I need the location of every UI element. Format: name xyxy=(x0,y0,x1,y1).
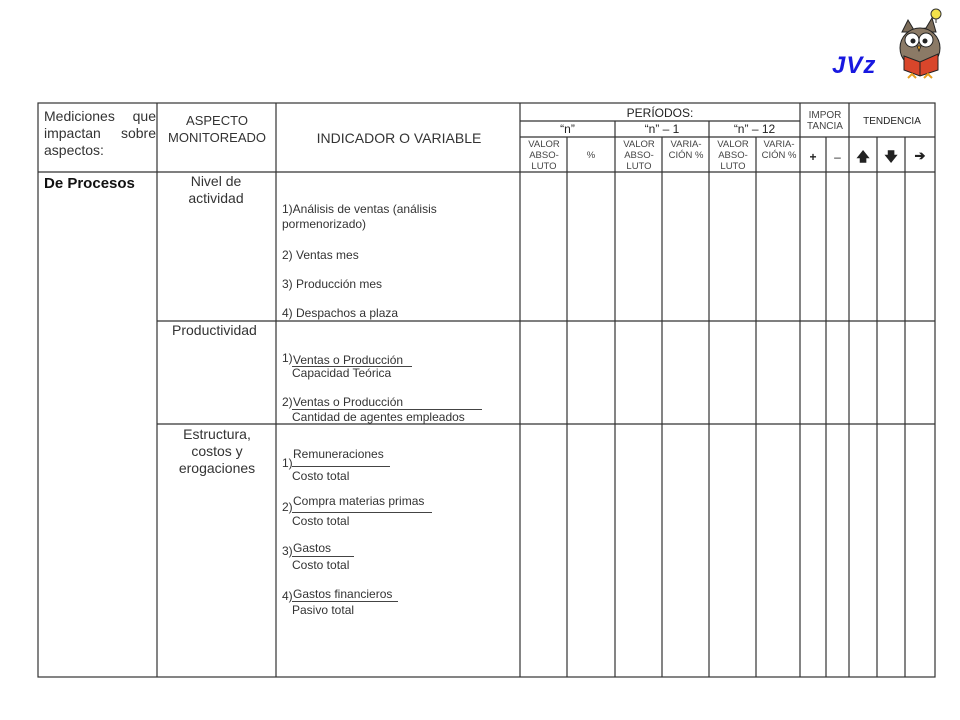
header-col2: ASPECTO MONITOREADO xyxy=(168,113,266,145)
ratio-number: 2) xyxy=(282,395,293,409)
variacion-n12: VARIA- CIÓN % xyxy=(761,139,797,161)
ratio-numerator: Compra materias primas xyxy=(293,494,425,508)
ratio-numerator: Ventas o Producción xyxy=(293,353,404,367)
ratio-number: 2) xyxy=(282,500,293,514)
valor-absoluto-n: VALOR ABSO- LUTO xyxy=(528,139,560,172)
indicator-produccion-mes: 3) Producción mes xyxy=(282,277,383,291)
valor-absoluto-n12: VALOR ABSO- LUTO xyxy=(717,139,749,172)
ratio-denominator: Costo total xyxy=(292,514,350,528)
ratio-denominator: Cantidad de agentes empleados xyxy=(292,410,465,424)
indicator-ventas-mes: 2) Ventas mes xyxy=(282,248,359,262)
ratio-numerator: Ventas o Producción xyxy=(293,395,404,409)
ratio-number: 4) xyxy=(282,589,293,603)
variacion-n1: VARIA- CIÓN % xyxy=(668,139,704,161)
aspect-nivel-actividad: Nivel de actividad xyxy=(188,173,244,206)
ratio-denominator: Costo total xyxy=(292,469,350,483)
valor-absoluto-n1: VALOR ABSO- LUTO xyxy=(623,139,655,172)
aspect-productividad: Productividad xyxy=(172,322,257,338)
importancia-header: IMPOR TANCIA xyxy=(807,110,843,132)
ratio-numerator: Gastos xyxy=(293,541,332,555)
tendencia-header: TENDENCIA xyxy=(863,116,921,127)
ratio-denominator: Capacidad Teórica xyxy=(292,366,392,380)
importancia-minus: – xyxy=(834,150,841,164)
period-n-1: “n” – 1 xyxy=(644,122,680,136)
ratio-divider xyxy=(292,512,432,513)
section-title: De Procesos xyxy=(44,175,135,192)
ratio-number: 3) xyxy=(282,544,293,558)
ratio-numerator: Remuneraciones xyxy=(293,447,384,461)
ratio-divider xyxy=(292,556,354,557)
ratio-number: 1) xyxy=(282,351,293,365)
period-n-12: “n” – 12 xyxy=(733,122,776,136)
pct-n: % xyxy=(586,150,596,161)
tendencia-down-icon: 🡇 xyxy=(884,149,898,164)
indicator-analisis-ventas: 1)Análisis de ventas (análisis pormenorizado) xyxy=(282,202,437,231)
header-col1: Mediciones que impactan sobre aspectos: xyxy=(44,108,156,158)
tendencia-up-icon: 🡅 xyxy=(856,149,870,164)
period-n: “n” xyxy=(560,122,575,136)
ratio-denominator: Pasivo total xyxy=(292,603,355,617)
aspect-estructura-costos: Estructura, costos y erogaciones xyxy=(178,426,256,476)
ratio-number: 1) xyxy=(282,456,293,470)
ratio-denominator: Costo total xyxy=(292,558,350,572)
header-col3: INDICADOR O VARIABLE xyxy=(316,130,482,146)
importancia-plus: + xyxy=(809,150,817,164)
ratio-divider xyxy=(292,601,398,602)
tendencia-right-icon: ➔ xyxy=(914,148,926,163)
periods-title: PERÍODOS: xyxy=(626,106,694,120)
ratio-divider xyxy=(292,466,390,467)
indicator-despachos-plaza: 4) Despachos a plaza xyxy=(282,306,399,320)
ratio-numerator: Gastos financieros xyxy=(293,587,393,601)
brand-logo-text: JVz xyxy=(832,52,877,79)
